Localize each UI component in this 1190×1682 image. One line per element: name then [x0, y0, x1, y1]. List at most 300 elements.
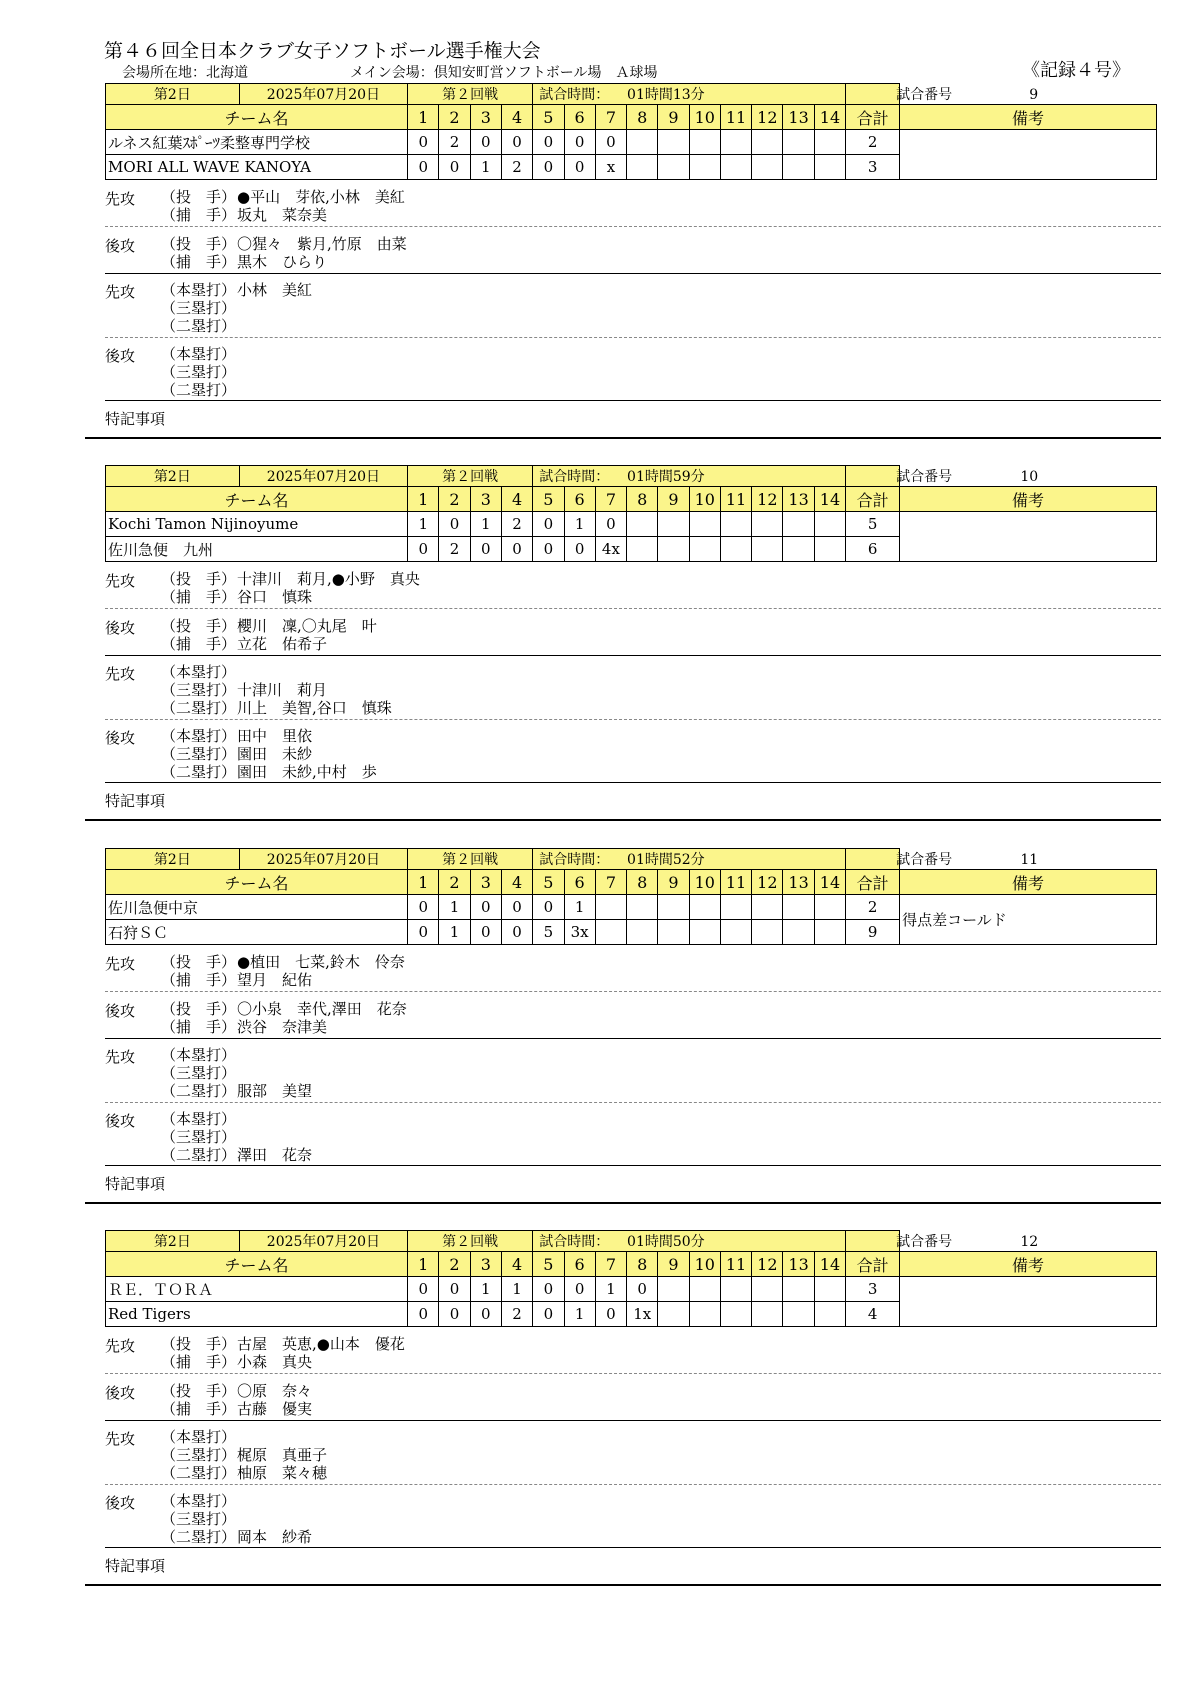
- inning-score: 0: [408, 155, 439, 180]
- inning-score: [627, 920, 658, 945]
- match-number: 試合番号 10: [846, 466, 900, 487]
- team-name: 佐川急便 九州: [106, 537, 408, 562]
- game-record-4: [85, 1230, 1161, 1610]
- dotted-divider: [105, 1484, 1161, 1485]
- inning-header: 14: [814, 1252, 845, 1277]
- inning-header: 13: [783, 1252, 814, 1277]
- inning-score: [814, 537, 845, 562]
- inning-header: 7: [595, 487, 626, 512]
- inning-score: [783, 130, 814, 155]
- first-label: 先攻: [105, 955, 136, 973]
- inning-header: 9: [658, 870, 689, 895]
- hits-labels-second: （本塁打） （三塁打） （二塁打）: [161, 727, 237, 781]
- first-label: 先攻: [105, 665, 136, 683]
- inning-score: [658, 512, 689, 537]
- solid-divider: [105, 1547, 1161, 1548]
- notes-header: 備考: [900, 870, 1157, 895]
- inning-score: 1: [595, 1277, 626, 1302]
- inning-score: 0: [408, 920, 439, 945]
- notes-cell: [900, 1277, 1157, 1327]
- battery-first: 古屋 英恵,●山本 優花 小森 真央: [237, 1335, 405, 1371]
- team-name: 佐川急便中京: [106, 895, 408, 920]
- inning-header: 12: [752, 1252, 783, 1277]
- hits-labels-first: （本塁打） （三塁打） （二塁打）: [161, 1046, 237, 1100]
- inning-header: 4: [501, 870, 532, 895]
- inning-header: 3: [470, 105, 501, 130]
- inning-header: 9: [658, 1252, 689, 1277]
- inning-header: 6: [564, 105, 595, 130]
- second-label: 後攻: [105, 237, 136, 255]
- inning-score: 1: [439, 895, 470, 920]
- inning-score: 2: [501, 1302, 532, 1327]
- team-name: 石狩ＳＣ: [106, 920, 408, 945]
- battery-labels-second: （投 手） （捕 手）: [161, 235, 237, 271]
- game-day: 第2日: [106, 466, 240, 487]
- inning-score: 1: [439, 920, 470, 945]
- inning-score: [658, 895, 689, 920]
- inning-score: 0: [408, 1302, 439, 1327]
- inning-header: 8: [627, 487, 658, 512]
- inning-score: 0: [564, 155, 595, 180]
- game-separator: [85, 1584, 1161, 1586]
- hits-labels-first: （本塁打） （三塁打） （二塁打）: [161, 281, 237, 335]
- extra-hits-first: 服部 美望: [237, 1082, 313, 1100]
- inning-score: [627, 537, 658, 562]
- team-name: ＲＥ．ＴＯＲＡ: [106, 1277, 408, 1302]
- inning-score: 0: [564, 130, 595, 155]
- notes-cell: 得点差コールド: [900, 895, 1157, 945]
- inning-score: 1: [470, 512, 501, 537]
- inning-score: [689, 130, 720, 155]
- battery-second: 〇原 奈々 古藤 優実: [237, 1382, 313, 1418]
- total-header: 合計: [846, 487, 900, 512]
- special-notes-label: 特記事項: [105, 792, 166, 810]
- dotted-divider: [105, 991, 1161, 992]
- inning-score: [752, 155, 783, 180]
- inning-score: [752, 130, 783, 155]
- inning-score: 0: [501, 920, 532, 945]
- inning-header: 8: [627, 870, 658, 895]
- game-record-2: [85, 465, 1161, 845]
- notes-cell: [900, 130, 1157, 180]
- game-date: 2025年07月20日: [239, 1231, 407, 1252]
- total-score: 2: [846, 130, 900, 155]
- dotted-divider: [105, 719, 1161, 720]
- battery-first: 十津川 莉月,●小野 真央 谷口 慎珠: [237, 570, 420, 606]
- inning-score: [658, 537, 689, 562]
- team-name-header: チーム名: [106, 105, 408, 130]
- inning-score: 0: [533, 155, 564, 180]
- inning-score: 0: [533, 895, 564, 920]
- inning-header: 3: [470, 487, 501, 512]
- total-header: 合計: [846, 870, 900, 895]
- inning-header: 1: [408, 870, 439, 895]
- inning-score: 2: [501, 512, 532, 537]
- dotted-divider: [105, 226, 1161, 227]
- inning-score: [814, 895, 845, 920]
- first-label: 先攻: [105, 283, 136, 301]
- inning-score: [720, 895, 751, 920]
- scoreboard-table: [105, 83, 1157, 180]
- inning-score: [814, 512, 845, 537]
- inning-score: [752, 920, 783, 945]
- extra-hits-first: 十津川 莉月 川上 美智,谷口 慎珠: [237, 681, 392, 717]
- inning-score: 1: [470, 155, 501, 180]
- inning-header: 11: [720, 1252, 751, 1277]
- total-score: 5: [846, 512, 900, 537]
- hits-labels-second: （本塁打） （三塁打） （二塁打）: [161, 1492, 237, 1546]
- scoreboard-table: [105, 1230, 1157, 1327]
- inning-score: 1: [501, 1277, 532, 1302]
- battery-labels-first: （投 手） （捕 手）: [161, 188, 237, 224]
- total-header: 合計: [846, 1252, 900, 1277]
- inning-score: [783, 1302, 814, 1327]
- inning-header: 6: [564, 1252, 595, 1277]
- inning-header: 2: [439, 105, 470, 130]
- game-day: 第2日: [106, 1231, 240, 1252]
- inning-score: [658, 1302, 689, 1327]
- inning-header: 12: [752, 487, 783, 512]
- inning-header: 8: [627, 105, 658, 130]
- inning-header: 10: [689, 105, 720, 130]
- inning-score: 0: [595, 512, 626, 537]
- inning-header: 7: [595, 870, 626, 895]
- inning-header: 10: [689, 1252, 720, 1277]
- game-round: 第２回戦: [408, 84, 533, 105]
- game-round: 第２回戦: [408, 1231, 533, 1252]
- game-time: 試合時間： 01時間13分: [533, 84, 846, 105]
- solid-divider: [105, 273, 1161, 274]
- inning-score: [783, 920, 814, 945]
- inning-score: 0: [627, 1277, 658, 1302]
- inning-score: 0: [408, 1277, 439, 1302]
- inning-score: [658, 920, 689, 945]
- inning-score: 0: [501, 130, 532, 155]
- inning-score: 2: [501, 155, 532, 180]
- tournament-title: 第４６回全日本クラブ女子ソフトボール選手権大会: [104, 40, 541, 62]
- inning-header: 2: [439, 1252, 470, 1277]
- inning-score: [689, 920, 720, 945]
- team-name-header: チーム名: [106, 1252, 408, 1277]
- game-date: 2025年07月20日: [239, 849, 407, 870]
- inning-header: 11: [720, 870, 751, 895]
- inning-header: 8: [627, 1252, 658, 1277]
- game-time: 試合時間： 01時間52分: [533, 849, 846, 870]
- inning-score: [658, 155, 689, 180]
- inning-header: 2: [439, 870, 470, 895]
- inning-score: [689, 155, 720, 180]
- inning-score: 0: [564, 1277, 595, 1302]
- solid-divider: [105, 655, 1161, 656]
- inning-score: x: [595, 155, 626, 180]
- game-day: 第2日: [106, 84, 240, 105]
- inning-score: [720, 537, 751, 562]
- notes-header: 備考: [900, 105, 1157, 130]
- inning-score: [752, 512, 783, 537]
- second-label: 後攻: [105, 1112, 136, 1130]
- inning-score: 0: [533, 1277, 564, 1302]
- game-separator: [85, 1202, 1161, 1204]
- inning-score: [720, 155, 751, 180]
- inning-score: 0: [439, 1277, 470, 1302]
- battery-second: 〇猩々 紫月,竹原 由菜 黒木 ひらり: [237, 235, 407, 271]
- inning-score: [720, 1277, 751, 1302]
- team-name: MORI ALL WAVE KANOYA: [106, 155, 408, 180]
- team-name-header: チーム名: [106, 870, 408, 895]
- inning-header: 5: [533, 105, 564, 130]
- inning-score: [689, 512, 720, 537]
- game-time: 試合時間： 01時間50分: [533, 1231, 846, 1252]
- inning-score: 1: [408, 512, 439, 537]
- scoreboard-table: [105, 465, 1157, 562]
- notes-header: 備考: [900, 487, 1157, 512]
- inning-score: 0: [408, 537, 439, 562]
- battery-labels-first: （投 手） （捕 手）: [161, 570, 237, 606]
- inning-score: 0: [439, 512, 470, 537]
- team-name: ルネス紅葉ｽﾎﾟｰﾂ柔整専門学校: [106, 130, 408, 155]
- game-round: 第２回戦: [408, 466, 533, 487]
- first-label: 先攻: [105, 1048, 136, 1066]
- inning-header: 14: [814, 487, 845, 512]
- team-name: Red Tigers: [106, 1302, 408, 1327]
- second-label: 後攻: [105, 619, 136, 637]
- battery-labels-second: （投 手） （捕 手）: [161, 617, 237, 653]
- game-separator: [85, 437, 1161, 439]
- inning-score: [595, 920, 626, 945]
- battery-labels-second: （投 手） （捕 手）: [161, 1382, 237, 1418]
- special-notes-label: 特記事項: [105, 410, 166, 428]
- battery-labels-second: （投 手） （捕 手）: [161, 1000, 237, 1036]
- match-number: 試合番号 9: [846, 84, 900, 105]
- inning-header: 6: [564, 870, 595, 895]
- battery-labels-first: （投 手） （捕 手）: [161, 953, 237, 989]
- inning-score: 0: [533, 512, 564, 537]
- inning-header: 11: [720, 105, 751, 130]
- inning-score: 0: [408, 895, 439, 920]
- extra-hits-first: 小林 美紅: [237, 281, 313, 299]
- inning-score: 0: [501, 537, 532, 562]
- inning-score: [814, 1277, 845, 1302]
- inning-header: 10: [689, 870, 720, 895]
- inning-score: 1: [470, 1277, 501, 1302]
- inning-score: 0: [470, 895, 501, 920]
- inning-header: 4: [501, 105, 532, 130]
- game-record-3: [85, 848, 1161, 1228]
- inning-header: 12: [752, 105, 783, 130]
- extra-hits-second: 田中 里依 園田 未紗 園田 未紗,中村 歩: [237, 727, 377, 781]
- inning-header: 9: [658, 487, 689, 512]
- inning-score: [720, 920, 751, 945]
- inning-score: 3x: [564, 920, 595, 945]
- total-score: 3: [846, 1277, 900, 1302]
- game-separator: [85, 819, 1161, 821]
- inning-score: [783, 1277, 814, 1302]
- solid-divider: [105, 400, 1161, 401]
- first-label: 先攻: [105, 1337, 136, 1355]
- inning-header: 14: [814, 870, 845, 895]
- inning-score: [783, 512, 814, 537]
- total-score: 6: [846, 537, 900, 562]
- inning-score: [627, 512, 658, 537]
- hits-labels-second: （本塁打） （三塁打） （二塁打）: [161, 1110, 237, 1164]
- first-label: 先攻: [105, 572, 136, 590]
- inning-score: 0: [470, 1302, 501, 1327]
- inning-score: 0: [595, 130, 626, 155]
- inning-score: [627, 155, 658, 180]
- inning-score: [689, 1277, 720, 1302]
- inning-header: 9: [658, 105, 689, 130]
- inning-header: 10: [689, 487, 720, 512]
- battery-first: ●植田 七菜,鈴木 伶奈 望月 紀佑: [237, 953, 405, 989]
- game-day: 第2日: [106, 849, 240, 870]
- dotted-divider: [105, 1102, 1161, 1103]
- inning-score: [752, 1277, 783, 1302]
- second-label: 後攻: [105, 1494, 136, 1512]
- inning-score: [627, 895, 658, 920]
- solid-divider: [105, 782, 1161, 783]
- inning-score: 0: [470, 537, 501, 562]
- inning-header: 5: [533, 487, 564, 512]
- dotted-divider: [105, 337, 1161, 338]
- first-label: 先攻: [105, 190, 136, 208]
- battery-first: ●平山 芽依,小林 美紅 坂丸 菜奈美: [237, 188, 405, 224]
- inning-header: 6: [564, 487, 595, 512]
- game-record-1: [85, 83, 1161, 463]
- inning-score: [627, 130, 658, 155]
- game-time: 試合時間： 01時間59分: [533, 466, 846, 487]
- inning-score: 0: [595, 1302, 626, 1327]
- match-number: 試合番号 12: [846, 1231, 900, 1252]
- inning-score: 1: [564, 1302, 595, 1327]
- game-date: 2025年07月20日: [239, 84, 407, 105]
- inning-score: 0: [501, 895, 532, 920]
- inning-score: [658, 1277, 689, 1302]
- game-round: 第２回戦: [408, 849, 533, 870]
- inning-score: [814, 130, 845, 155]
- total-score: 3: [846, 155, 900, 180]
- team-name: Kochi Tamon Nijinoyume: [106, 512, 408, 537]
- dotted-divider: [105, 608, 1161, 609]
- inning-score: [689, 895, 720, 920]
- inning-header: 1: [408, 487, 439, 512]
- total-score: 9: [846, 920, 900, 945]
- inning-header: 5: [533, 870, 564, 895]
- solid-divider: [105, 1038, 1161, 1039]
- inning-score: [752, 1302, 783, 1327]
- inning-score: [689, 537, 720, 562]
- inning-header: 3: [470, 870, 501, 895]
- inning-score: [814, 1302, 845, 1327]
- solid-divider: [105, 1420, 1161, 1421]
- inning-score: [658, 130, 689, 155]
- battery-second: 〇小泉 幸代,澤田 花奈 渋谷 奈津美: [237, 1000, 407, 1036]
- first-label: 先攻: [105, 1430, 136, 1448]
- record-number: 《記録４号》: [1022, 60, 1130, 81]
- total-score: 2: [846, 895, 900, 920]
- inning-score: 0: [533, 130, 564, 155]
- inning-header: 11: [720, 487, 751, 512]
- inning-header: 12: [752, 870, 783, 895]
- second-label: 後攻: [105, 729, 136, 747]
- inning-score: 5: [533, 920, 564, 945]
- hits-labels-second: （本塁打） （三塁打） （二塁打）: [161, 345, 237, 399]
- inning-score: 1x: [627, 1302, 658, 1327]
- inning-score: 4x: [595, 537, 626, 562]
- inning-score: [783, 895, 814, 920]
- inning-score: 0: [470, 130, 501, 155]
- inning-score: 0: [408, 130, 439, 155]
- second-label: 後攻: [105, 1002, 136, 1020]
- inning-header: 7: [595, 1252, 626, 1277]
- solid-divider: [105, 1165, 1161, 1166]
- inning-header: 5: [533, 1252, 564, 1277]
- main-venue: メイン会場：倶知安町営ソフトボール場 Ａ球場: [350, 65, 658, 81]
- inning-header: 13: [783, 105, 814, 130]
- notes-header: 備考: [900, 1252, 1157, 1277]
- inning-score: [720, 1302, 751, 1327]
- inning-header: 1: [408, 1252, 439, 1277]
- extra-hits-first: 梶原 真亜子 柚原 菜々穂: [237, 1446, 328, 1482]
- inning-score: 2: [439, 130, 470, 155]
- inning-score: [720, 130, 751, 155]
- dotted-divider: [105, 1373, 1161, 1374]
- inning-score: 0: [439, 1302, 470, 1327]
- inning-score: 2: [439, 537, 470, 562]
- hits-labels-first: （本塁打） （三塁打） （二塁打）: [161, 663, 237, 717]
- inning-score: 0: [564, 537, 595, 562]
- inning-header: 4: [501, 1252, 532, 1277]
- inning-score: [814, 920, 845, 945]
- notes-cell: [900, 512, 1157, 562]
- total-score: 4: [846, 1302, 900, 1327]
- second-label: 後攻: [105, 347, 136, 365]
- inning-header: 4: [501, 487, 532, 512]
- inning-score: 1: [564, 895, 595, 920]
- team-name-header: チーム名: [106, 487, 408, 512]
- match-number: 試合番号 11: [846, 849, 900, 870]
- inning-header: 3: [470, 1252, 501, 1277]
- inning-header: 1: [408, 105, 439, 130]
- total-header: 合計: [846, 105, 900, 130]
- inning-score: [752, 895, 783, 920]
- extra-hits-second: 澤田 花奈: [237, 1146, 313, 1164]
- inning-score: [595, 895, 626, 920]
- battery-second: 櫻川 凜,〇丸尾 叶 立花 佑希子: [237, 617, 377, 653]
- inning-score: [814, 155, 845, 180]
- inning-score: 1: [564, 512, 595, 537]
- scoreboard-table: [105, 848, 1157, 945]
- game-date: 2025年07月20日: [239, 466, 407, 487]
- inning-header: 7: [595, 105, 626, 130]
- inning-score: 0: [470, 920, 501, 945]
- inning-header: 13: [783, 487, 814, 512]
- inning-score: [689, 1302, 720, 1327]
- inning-header: 2: [439, 487, 470, 512]
- inning-score: [720, 512, 751, 537]
- extra-hits-second: 岡本 紗希: [237, 1528, 313, 1546]
- second-label: 後攻: [105, 1384, 136, 1402]
- venue-location: 会場所在地：北海道: [122, 65, 248, 81]
- inning-score: 0: [533, 1302, 564, 1327]
- inning-header: 13: [783, 870, 814, 895]
- hits-labels-first: （本塁打） （三塁打） （二塁打）: [161, 1428, 237, 1482]
- inning-score: 0: [533, 537, 564, 562]
- inning-score: [783, 537, 814, 562]
- special-notes-label: 特記事項: [105, 1557, 166, 1575]
- inning-score: 0: [439, 155, 470, 180]
- inning-score: [752, 537, 783, 562]
- special-notes-label: 特記事項: [105, 1175, 166, 1193]
